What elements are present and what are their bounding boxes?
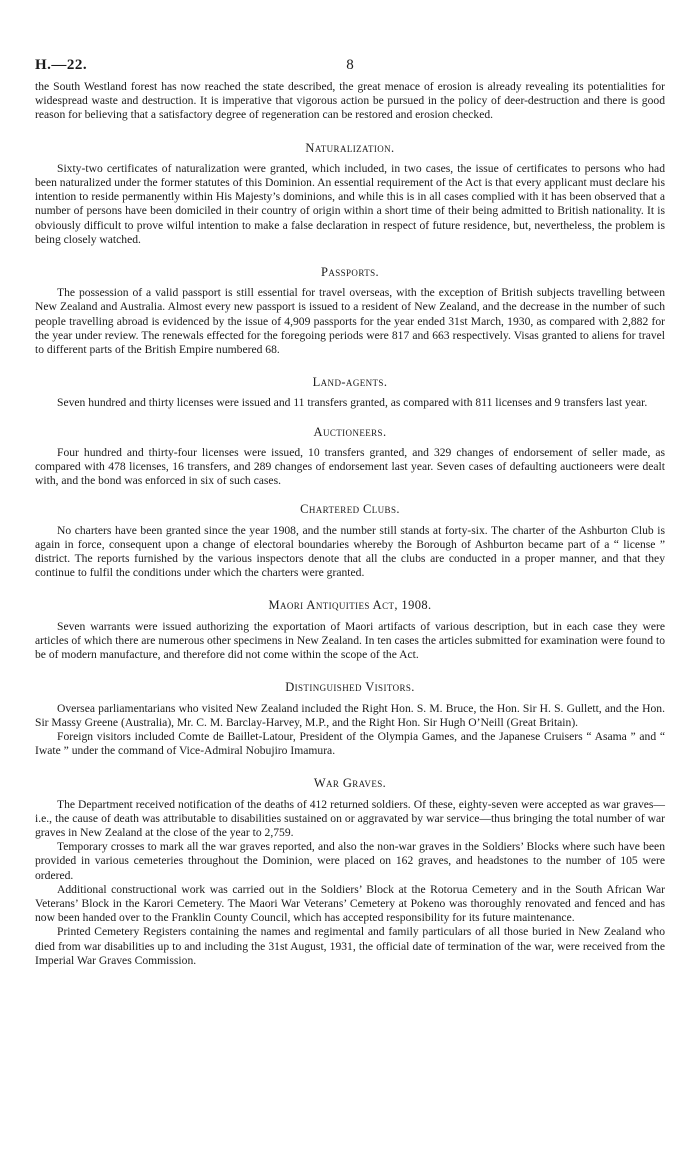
section-title-war-graves: War Graves. <box>313 776 387 791</box>
section-title-distinguished-visitors: Distinguished Visitors. <box>285 680 415 695</box>
section-title-naturalization: Naturalization. <box>305 140 395 155</box>
page-number: 8 <box>346 57 354 73</box>
distinguished-visitors-paragraph-2: Foreign visitors included Comte de Baillet-Latour, President of the Olympia Games, and the Japanese Cruisers “ Asama ” and “ Iwate ” under the command of Vice-Admiral Nobujiro Imamura. <box>35 729 665 758</box>
war-graves-paragraph-3: Additional constructional work was carried out in the Soldiers’ Block at the Rotorua Cemetery and in the South African War Veterans’ Block in the Karori Cemetery. The Maori War Veterans’ Cemetery at Pokeno was thoroughly renovated and fenced and has now been handed over to the Franklin County Council, which has accepted responsibility for its future maintenance. <box>35 882 665 925</box>
page-header <box>35 57 665 77</box>
section-title-maori-antiquities: Maori Antiquities Act, 1908. <box>268 598 432 613</box>
auctioneers-paragraph: Four hundred and thirty-four licenses were issued, 10 transfers granted, and 329 changes of endorsement of seller made, as compared with 478 licenses, 16 transfers, and 289 changes of endorsement last year. Seven cases of defaulting auctioneers were dealt with, and the bond was enforced in six of such cases. <box>35 445 665 488</box>
war-graves-paragraph-1: The Department received notification of the deaths of 412 returned soldiers. Of these, eighty-seven were accepted as war graves—i.e., the cause of death was attributable to disabilities sustained on or aggravated by war service—thus bringing the total number of war graves in New Zealand at the close of the year to 2,759. <box>35 797 665 839</box>
passports-paragraph: The possession of a valid passport is still essential for travel overseas, with the exception of British subjects travelling between New Zealand and Australia. Almost every new passport is issued to a resident of New Zealand, and the decrease in the number of such people travelling abroad is evidenced by the issue of 4,909 passports for the year ended 31st March, 1930, as compared with 2,882 for the year under review. The renewals effected for the foregoing periods were 817 and 663 respectively. Visas granted to aliens for travel to different parts of the British Empire numbered 68. <box>35 286 665 357</box>
document-reference: H.—22. <box>35 57 88 73</box>
land-agents-paragraph: Seven hundred and thirty licenses were issued and 11 transfers granted, as compared with 811 licenses and 9 transfers last year. <box>57 396 648 410</box>
distinguished-visitors-paragraph-1: Oversea parliamentarians who visited New Zealand included the Right Hon. S. M. Bruce, the Hon. Sir H. S. Gullett, and the Hon. Sir Massy Greene (Australia), Mr. C. M. Barclay-Harvey, M.P., and the Right Hon. Sir Hugh O’Neill (Great Britain). <box>35 701 665 729</box>
section-title-auctioneers: Auctioneers. <box>313 424 387 439</box>
war-graves-paragraph-4: Printed Cemetery Registers containing the names and regimental and family particulars of all those buried in New Zealand who died from war disabilities up to and including the 31st August, 1931, the official date of termination of the war, were received from the Imperial War Graves Commission. <box>35 925 665 967</box>
naturalization-paragraph: Sixty-two certificates of naturalization were granted, which included, in two cases, the issue of certificates to persons who had been naturalized under the former statutes of this Dominion. An essential requirement of the Act is that every applicant must declare his intention to reside permanently within His Majesty’s dominions, and while this is in all cases complied with it has been observed that a number of persons have been domiciled in their country of origin within a short time of their being admitted to British nationality. It is obviously difficult to prove wilful intention to make a false declaration in respect of future residence, but, nevertheless, the problem is being closely watched. <box>35 161 665 246</box>
section-title-chartered-clubs: Chartered Clubs. <box>300 502 400 517</box>
chartered-clubs-paragraph: No charters have been granted since the year 1908, and the number still stands at forty-six. The charter of the Ashburton Club is again in force, consequent upon a change of electoral boundaries whereby the Borough of Ashburton became part of a “ license ” district. The reports furnished by the various inspectors denote that all the clubs are conducted in a proper manner, and that they continue to fulfil the conditions under which the charters were granted. <box>35 523 665 580</box>
section-title-land-agents: Land-agents. <box>312 375 388 390</box>
page-body <box>35 80 665 968</box>
intro-paragraph: the South Westland forest has now reached the state described, the great menace of erosion is already revealing its potentialities for widespread waste and destruction. It is imperative that vigorous action be pursued in the policy of deer-destruction and there is good reason for believing that a satisfactory degree of regeneration can be restored and erosion checked. <box>35 80 665 122</box>
section-title-passports: Passports. <box>320 265 380 280</box>
war-graves-paragraph-2: Temporary crosses to mark all the war graves reported, and also the non-war graves in the Soldiers’ Blocks where such have been provided in various cemeteries throughout the Dominion, were placed on 162 graves, and headstones to the number of 105 were ordered. <box>35 840 665 882</box>
maori-antiquities-paragraph: Seven warrants were issued authorizing the exportation of Maori artifacts of various description, but in each case they were articles of which there are numerous other specimens in New Zealand. In ten cases the articles submitted for examination were found to be of modern manufacture, and therefore did not come within the scope of the Act. <box>35 619 665 662</box>
